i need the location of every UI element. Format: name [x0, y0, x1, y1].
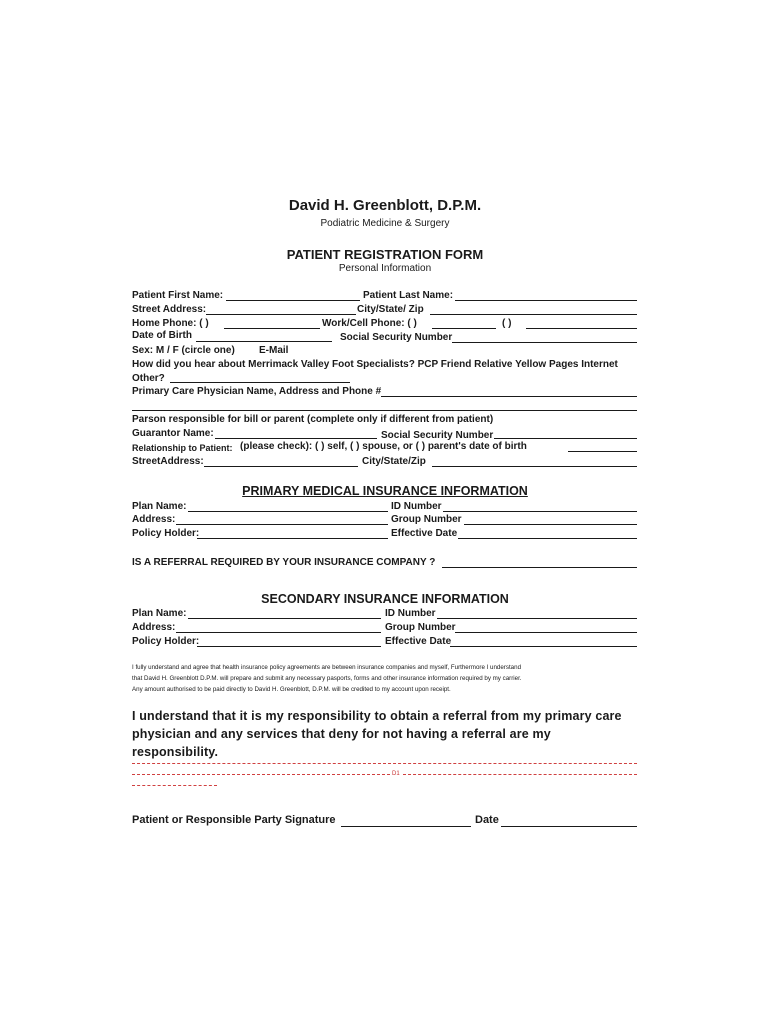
- primary-group-field[interactable]: [464, 524, 637, 525]
- signature-label: Patient or Responsible Party Signature: [132, 814, 336, 826]
- ssn-label: Social Security Number: [340, 332, 453, 343]
- secondary-holder-label: Policy Holder:: [132, 636, 200, 647]
- street-label: Street Address:: [132, 304, 207, 315]
- guarantor-street-label: StreetAddress:: [132, 456, 204, 467]
- guarantor-ssn-field[interactable]: [494, 438, 637, 439]
- guarantor-city-field[interactable]: [432, 466, 637, 467]
- pcp-field[interactable]: [381, 396, 637, 397]
- city-label: City/State/ Zip: [357, 304, 424, 315]
- pcp-field-line2[interactable]: [132, 410, 637, 411]
- dob-label: Date of Birth: [132, 330, 192, 341]
- work-phone-field[interactable]: [432, 328, 496, 329]
- doctor-name: David H. Greenblott, D.P.M.: [288, 197, 482, 214]
- email-label: E-Mail: [259, 345, 289, 356]
- last-name-field[interactable]: [455, 300, 637, 301]
- work-phone-label: Work/Cell Phone: ( ): [322, 318, 417, 329]
- primary-plan-field[interactable]: [188, 511, 388, 512]
- date-label: Date: [475, 814, 499, 826]
- secondary-group-label: Group Number: [385, 622, 456, 633]
- referral-answer-field[interactable]: [442, 567, 637, 568]
- guarantor-ssn-label: Social Security Number: [381, 430, 494, 441]
- home-phone-field[interactable]: [224, 328, 320, 329]
- secondary-group-field[interactable]: [455, 632, 637, 633]
- primary-address-field[interactable]: [176, 524, 388, 525]
- referral-question: IS A REFERRAL REQUIRED BY YOUR INSURANCE COMPANY ?: [132, 557, 436, 568]
- referral-statement-line-3: responsibility.: [132, 745, 219, 759]
- guarantor-name-field[interactable]: [215, 438, 377, 439]
- secondary-address-field[interactable]: [176, 632, 381, 633]
- primary-holder-label: Policy Holder:: [132, 528, 200, 539]
- disclaimer-line-1: I fully understand and agree that health insurance policy agreements are between insurance companies and myself, Furthermore I understand: [132, 664, 522, 671]
- responsible-party-label: Parson responsible for bill or parent (complete only if different from patient): [132, 414, 494, 425]
- primary-plan-label: Plan Name:: [132, 501, 187, 512]
- primary-holder-field[interactable]: [197, 538, 388, 539]
- primary-id-field[interactable]: [443, 511, 637, 512]
- primary-address-label: Address:: [132, 514, 176, 525]
- disclaimer-line-3: Any amount authorised to be paid directly to David H. Greenblott, D.P.M. will be credited to my account upon receipt.: [132, 686, 451, 693]
- primary-group-label: Group Number: [391, 514, 462, 525]
- specialty: Podiatric Medicine & Surgery: [320, 218, 450, 229]
- primary-effective-field[interactable]: [458, 538, 637, 539]
- city-field[interactable]: [430, 314, 637, 315]
- alt-phone-paren: ( ): [502, 318, 512, 329]
- pcp-label: Primary Care Physician Name, Address and Phone #: [132, 386, 382, 397]
- other-field[interactable]: [170, 382, 350, 383]
- ssn-field[interactable]: [452, 342, 637, 343]
- parent-dob-field[interactable]: [568, 451, 637, 452]
- primary-id-label: ID Number: [391, 501, 442, 512]
- primary-insurance-heading: PRIMARY MEDICAL INSURANCE INFORMATION: [242, 484, 528, 498]
- hear-about-question: How did you hear about Merrimack Valley Foot Specialists? PCP Friend Relative Yellow Pages Internet: [132, 359, 618, 370]
- dashed-separator-2a: [132, 774, 390, 775]
- dashed-separator-3: [132, 785, 217, 786]
- relationship-label: Relationship to Patient:: [132, 443, 233, 453]
- secondary-id-field[interactable]: [437, 618, 637, 619]
- dashed-separator-2b: [403, 774, 637, 775]
- secondary-effective-label: Effective Date: [385, 636, 452, 647]
- street-field[interactable]: [206, 314, 356, 315]
- date-field[interactable]: [501, 826, 637, 827]
- sex-label: Sex: M / F (circle one): [132, 345, 235, 356]
- disclaimer-line-2: that David H. Greenblott D.P.M. will prepare and submit any necessary pasports, forms and other insurance information required by my carrier.: [132, 675, 522, 682]
- secondary-id-label: ID Number: [385, 608, 436, 619]
- dashed-separator-1: [132, 763, 637, 764]
- primary-effective-label: Effective Date: [391, 528, 458, 539]
- secondary-plan-label: Plan Name:: [132, 608, 187, 619]
- first-name-label: Patient First Name:: [132, 290, 224, 301]
- d1-marker: D1: [392, 771, 400, 777]
- home-phone-label: Home Phone: ( ): [132, 318, 209, 329]
- alt-phone-field[interactable]: [526, 328, 637, 329]
- relationship-options[interactable]: (please check): ( ) self, ( ) spouse, or ( ) parent's date of birth: [240, 441, 527, 452]
- guarantor-name-label: Guarantor Name:: [132, 428, 214, 439]
- referral-statement-line-2: physician and any services that deny for not having a referral are my: [132, 727, 551, 741]
- secondary-insurance-heading: SECONDARY INSURANCE INFORMATION: [261, 592, 509, 606]
- first-name-field[interactable]: [226, 300, 360, 301]
- other-label: Other?: [132, 373, 165, 384]
- referral-statement-line-1: I understand that it is my responsibility to obtain a referral from my primary care: [132, 709, 622, 723]
- form-subtitle: Personal Information: [338, 263, 432, 274]
- dob-field[interactable]: [196, 341, 332, 342]
- guarantor-city-label: City/State/Zip: [362, 456, 426, 467]
- secondary-address-label: Address:: [132, 622, 176, 633]
- secondary-holder-field[interactable]: [197, 646, 381, 647]
- signature-field[interactable]: [341, 826, 471, 827]
- form-title: PATIENT REGISTRATION FORM: [286, 247, 484, 262]
- guarantor-street-field[interactable]: [204, 466, 358, 467]
- last-name-label: Patient Last Name:: [363, 290, 454, 301]
- secondary-effective-field[interactable]: [450, 646, 637, 647]
- secondary-plan-field[interactable]: [188, 618, 381, 619]
